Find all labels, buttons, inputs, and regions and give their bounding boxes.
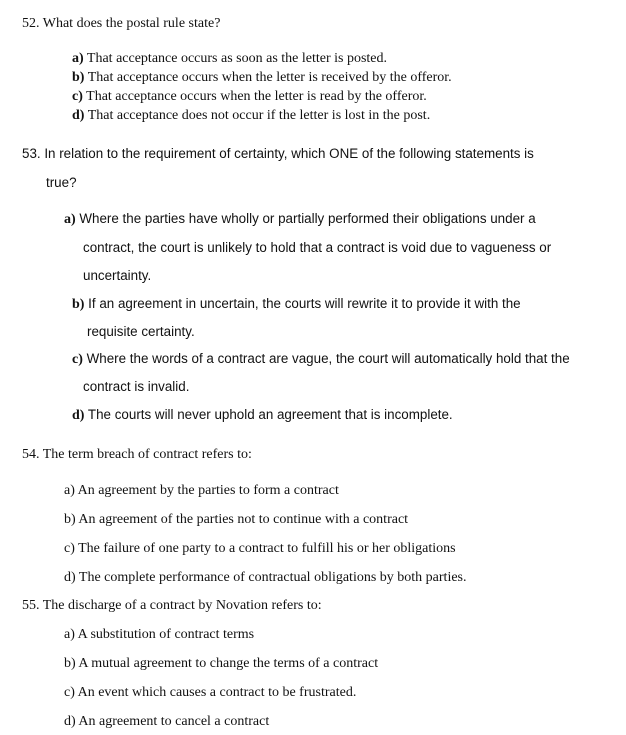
option-letter: c) [72,352,83,367]
option-letter: b) [72,297,85,312]
q53-option-c-line-2: contract is invalid. [83,379,190,394]
option-letter: a) [64,212,76,227]
option-letter: b) [72,70,85,85]
option-text: Where the words of a contract are vague, the court will automatically hold that the [82,351,570,366]
q53-option-a [64,210,536,229]
option-letter: d) [72,108,85,123]
q53-option-c [72,350,570,369]
q55-option-c: c) An event which causes a contract to be frustrated. [64,685,357,700]
option-letter: a) [72,51,84,66]
option-text: That acceptance does not occur if the letter is lost in the post. [84,108,431,123]
q52-option-b [72,69,452,87]
option-letter: c) [72,89,83,104]
q54-option-b: b) An agreement of the parties not to continue with a contract [64,512,409,527]
q54-option-d: d) The complete performance of contractual obligations by both parties. [64,570,467,585]
option-text: Where the parties have wholly or partially performed their obligations under a [75,211,536,226]
option-text: If an agreement in uncertain, the courts will rewrite it to provide it with the [84,296,521,311]
q55-question: 55. The discharge of a contract by Novation refers to: [22,598,322,613]
q53-option-a-line-3: uncertainty. [83,268,152,283]
q55-option-d: d) An agreement to cancel a contract [64,714,270,729]
q53-option-b [72,295,521,314]
option-letter: d) [72,408,85,423]
q53-question-line-2: true? [46,175,77,190]
option-text: That acceptance occurs when the letter is received by the offeror. [84,70,452,85]
q53-option-b-line-2: requisite certainty. [87,324,195,339]
q55-option-a: a) A substitution of contract terms [64,627,255,642]
option-text: The courts will never uphold an agreement that is incomplete. [84,407,453,422]
q54-question: 54. The term breach of contract refers to: [22,447,252,462]
option-text: That acceptance occurs as soon as the letter is posted. [83,51,388,66]
q52-option-c [72,88,427,106]
q53-option-a-line-2: contract, the court is unlikely to hold that a contract is void due to vagueness or [83,240,552,255]
q52-option-d [72,107,430,125]
q52-option-a [72,50,387,68]
q53-question-line-1: 53. In relation to the requirement of certainty, which ONE of the following statements is [22,146,534,161]
q53-option-d [72,406,453,425]
q54-option-a: a) An agreement by the parties to form a contract [64,483,339,498]
q52-question: 52. What does the postal rule state? [22,16,221,31]
q54-option-c: c) The failure of one party to a contract to fulfill his or her obligations [64,541,456,556]
option-text: That acceptance occurs when the letter is read by the offeror. [82,89,427,104]
q55-option-b: b) A mutual agreement to change the terms of a contract [64,656,379,671]
